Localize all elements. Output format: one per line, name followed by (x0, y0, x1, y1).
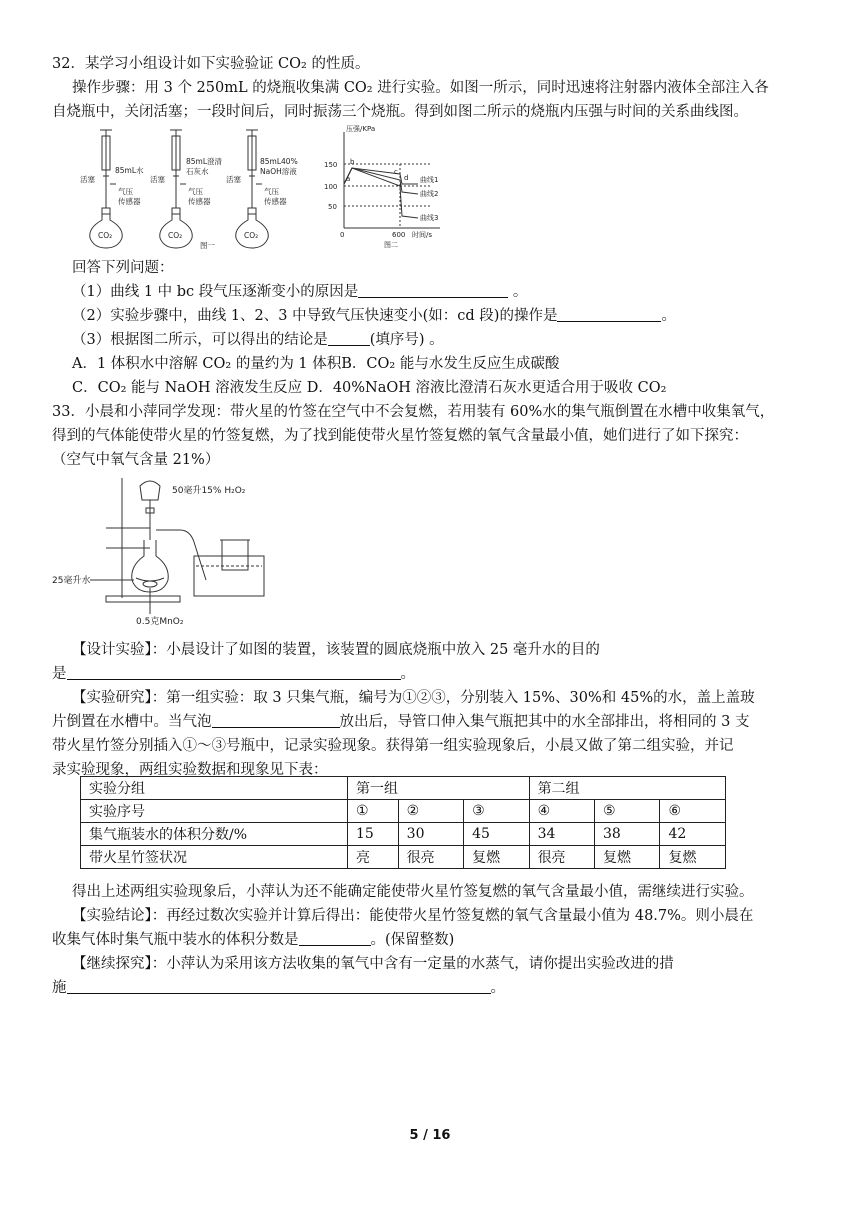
q32-step-line1: 操作步骤：用 3 个 250mL 的烧瓶收集满 CO₂ 进行实验。如图一所示，同时迅速将注射器内液体全部注入各 (72, 80, 769, 96)
q33-research-line3: 带火星竹签分别插入①～③号瓶中，记录实验现象。获得第一组实验现象后，小晨又做了第二组实验，并记 (52, 738, 734, 754)
q33-conclusion-line1: 【实验结论】：再经过数次实验并计算后得出：能使带火星竹签复燃的氧气含量最小值为 48.7%。则小晨在 (72, 908, 754, 924)
answer-blank-bubble[interactable] (212, 713, 340, 728)
fig1-liquid-2b: 石灰水 (186, 167, 209, 176)
fig2-x0: 0 (340, 231, 345, 239)
fig1-gas-2: CO₂ (168, 231, 183, 240)
fig2-y100: 100 (324, 183, 338, 191)
fig2-point-d: d (404, 174, 409, 182)
fig1-gas-1: CO₂ (98, 231, 113, 240)
fig-h2o2-label: 50毫升15% H₂O₂ (172, 486, 246, 496)
fig1-sensor-2b: 传感器 (188, 197, 211, 206)
q32-options-ab (72, 354, 559, 374)
answer-blank-design[interactable] (67, 665, 401, 680)
q33-intro-line2: 得到的气体能使带火星的竹签复燃，为了找到能使带火星竹签复燃的氧气含量最小值，她们进行了如下探究： (52, 428, 748, 444)
table-row: 实验分组 第一组 第二组 (81, 777, 726, 800)
q32-options-cd (72, 378, 666, 398)
fig1-sensor-3a: 气压 (264, 187, 279, 196)
option-c: C．CO₂ 能与 NaOH 溶液发生反应 (72, 380, 303, 396)
q32-sub3: （3）根据图二所示，可以得出的结论是 (填序号) 。 (72, 332, 444, 348)
q32-step-line2: 自烧瓶中，关闭活塞；一段时间后，同时振荡三个烧瓶。得到如图二所示的烧瓶内压强与时间的关系曲线图。 (52, 104, 748, 120)
fig2-point-a: a (346, 175, 351, 183)
fig-mno2-label: 0.5克MnO₂ (136, 617, 184, 627)
q32-title: 32．某学习小组设计如下实验验证 CO₂ 的性质。 (52, 56, 370, 72)
q33-intro-line3: （空气中氧气含量 21%） (52, 452, 220, 468)
q33-continue-line2: 施 。 (52, 980, 505, 996)
answer-blank-improve[interactable] (67, 979, 491, 994)
fig2-y50: 50 (328, 203, 337, 211)
q33-continue-line1: 【继续探究】：小萍认为采用该方法收集的氧气中含有一定量的水蒸气，请你提出实验改进的措 (72, 956, 674, 972)
fig2-x600: 600 (392, 231, 406, 239)
q33-research-line4: 录实验现象，两组实验数据和现象见下表： (52, 762, 328, 778)
fig1-liquid-2a: 85mL澄清 (186, 157, 223, 166)
fig1-valve-2: 活塞 (150, 175, 165, 184)
q33-research-line2: 片倒置在水槽中。当气泡 放出后，导管口伸入集气瓶把其中的水全部排出，将相同的 3 支 (52, 714, 750, 730)
fig1-sensor-3b: 传感器 (264, 197, 287, 206)
answer-blank-percent[interactable] (299, 931, 371, 946)
q33-research-line1: 【实验研究】：第一组实验：取 3 只集气瓶，编号为①②③，分别装入 15%、30%和 45%的水，盖上盖玻 (72, 690, 755, 706)
fig2-xlabel: 时间/s (412, 231, 433, 239)
fig-water-label: 25毫升水 (52, 576, 91, 586)
fig2-point-c: c (394, 168, 398, 176)
fig1-liquid-3b: NaOH溶液 (260, 167, 297, 176)
fig2-point-b: b (350, 158, 355, 166)
fig1-liquid-1: 85mL水 (115, 166, 144, 175)
q32-sub1: （1）曲线 1 中 bc 段气压逐渐变小的原因是 。 (72, 284, 528, 300)
option-b: B．CO₂ 能与水发生反应生成碳酸 (341, 356, 560, 372)
q33-after-line: 得出上述两组实验现象后，小萍认为还不能确定能使带火星竹签复燃的氧气含量最小值，需继续进行实验。 (72, 884, 754, 900)
page-number: 5 / 16 (409, 1128, 451, 1143)
q33-design-line2: 是 。 (52, 666, 415, 682)
oxygen-apparatus-figure (50, 470, 290, 630)
answer-blank-2[interactable] (557, 307, 661, 322)
fig2-y150: 150 (324, 161, 338, 169)
fig1-sensor-2a: 气压 (188, 187, 203, 196)
fig1-sensor-1a: 气压 (118, 187, 133, 196)
fig2-curve2: 曲线2 (420, 190, 439, 198)
fig1-gas-3: CO₂ (244, 231, 259, 240)
table-row: 实验序号 ① ② ③ ④ ⑤ ⑥ (81, 800, 726, 823)
option-a: A．1 体积水中溶解 CO₂ 的量约为 1 体积 (72, 356, 342, 372)
fig1-sensor-1b: 传感器 (118, 197, 141, 206)
q32-sub2: （2）实验步骤中，曲线 1、2、3 中导致气压快速变小(如：cd 段)的操作是 。 (72, 308, 676, 324)
figure-1-flasks (80, 124, 320, 250)
fig1-caption: 图一 (200, 241, 215, 250)
experiment-table (80, 776, 726, 869)
answer-blank-1[interactable] (358, 283, 508, 298)
q33-design-line1: 【设计实验】：小晨设计了如图的装置，该装置的圆底烧瓶中放入 25 毫升水的目的 (72, 642, 600, 658)
fig2-ylabel: 压强/KPa (346, 125, 376, 133)
fig1-valve-3: 活塞 (226, 175, 241, 184)
answer-blank-3[interactable] (328, 331, 370, 346)
option-d: D．40%NaOH 溶液比澄清石灰水更适合用于吸收 CO₂ (306, 380, 667, 396)
table-row: 带火星竹签状况 亮 很亮 复燃 很亮 复燃 复燃 (81, 846, 726, 869)
q33-intro-line1: 33．小晨和小萍同学发现：带火星的竹签在空气中不会复燃，若用装有 60%水的集气瓶倒置在水槽中收集氧气， (52, 404, 775, 420)
fig1-liquid-3a: 85mL40% (260, 157, 298, 166)
table-row: 集气瓶装水的体积分数/% 15 30 45 34 38 42 (81, 823, 726, 846)
fig1-valve-1: 活塞 (80, 175, 95, 184)
figure-2-pressure-chart (322, 124, 452, 248)
fig2-curve1: 曲线1 (420, 176, 439, 184)
fig2-curve3: 曲线3 (420, 214, 439, 222)
q33-conclusion-line2: 收集气体时集气瓶中装水的体积分数是 。(保留整数) (52, 932, 455, 948)
fig2-caption: 图二 (384, 241, 398, 248)
q32-answer-prompt: 回答下列问题： (72, 260, 174, 276)
